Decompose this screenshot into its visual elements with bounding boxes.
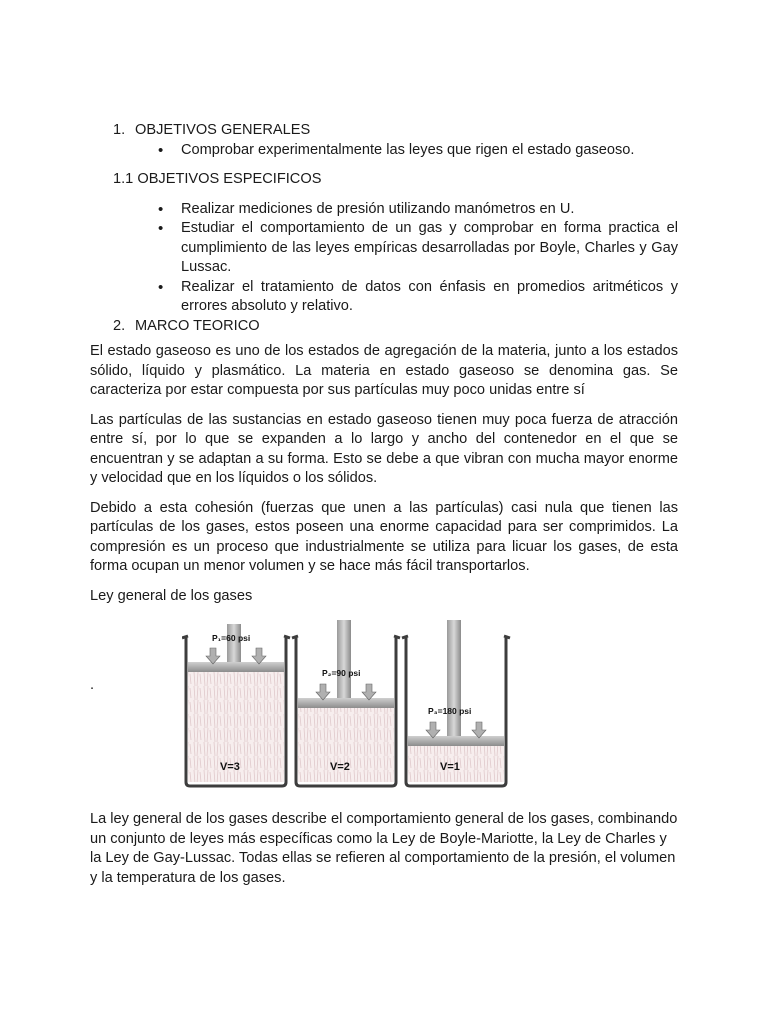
cylinder-1 bbox=[182, 624, 290, 786]
volume-label-2: V=2 bbox=[330, 761, 350, 773]
section-2-heading bbox=[90, 317, 678, 337]
volume-label-1: V=3 bbox=[220, 761, 240, 773]
pressure-label-1: P₁=60 psi bbox=[212, 633, 251, 643]
list-item: • Estudiar el comportamiento de un gas y comprobar en forma practica el cumplimiento de las leyes empíricas desarrolladas por Boyle, Charles y Gay Lussac. bbox=[181, 219, 678, 278]
section-1-title: OBJETIVOS GENERALES bbox=[135, 122, 311, 138]
section-1-heading bbox=[90, 121, 678, 141]
list-item: • Realizar el tratamiento de datos con énfasis en promedios aritméticos y errores absoluto y relativo. bbox=[181, 278, 678, 317]
stray-dot: . bbox=[90, 677, 95, 693]
volume-label-3: V=1 bbox=[440, 761, 460, 773]
piston-cylinders-illustration bbox=[182, 616, 512, 796]
paragraph-2: Las partículas de las sustancias en estado gaseoso tienen muy poca fuerza de atracción entre sí, por lo que se expanden a lo largo y ancho del contenedor en el que se encuentran y se adaptan a su forma. Esto se debe a que vibran con mucha mayor enorme y velocidad que en los líquidos o los sólidos. bbox=[90, 411, 678, 486]
paragraph-3: Debido a esta cohesión (fuerzas que unen a las partículas) casi nula que tienen las partículas de los gases, estos poseen una enorme capacidad para ser comprimidos. La compresión es un proceso que industrialmente se utiliza para licuar los gases, de esta forma ocupan un menor volumen y se hace más fácil transportarlos. bbox=[90, 499, 678, 574]
section-1-number: 1. bbox=[113, 122, 126, 138]
ley-heading: Ley general de los gases bbox=[90, 587, 253, 604]
list-item: • Comprobar experimentalmente las leyes que rigen el estado gaseoso. bbox=[181, 141, 678, 161]
paragraph-1: El estado gaseoso es uno de los estados de agregación de la materia, junto a los estados sólido, líquido y plasmático. La materia en estado gaseoso se denomina gas. Se caracteriza por estar compuesta por sus partículas muy poco unidas entre sí bbox=[90, 343, 678, 398]
list-item: • Realizar mediciones de presión utilizando manómetros en U. bbox=[181, 200, 678, 220]
section-2-number: 2. bbox=[113, 317, 126, 334]
gas-law-figure bbox=[90, 616, 678, 806]
section-2-title: MARCO TEORICO bbox=[135, 317, 260, 334]
section-1-1-heading: 1.1 OBJETIVOS ESPECIFICOS bbox=[113, 171, 322, 187]
cylinder-2 bbox=[292, 620, 400, 786]
specific-objectives-list bbox=[90, 200, 678, 317]
document-page bbox=[90, 121, 678, 888]
final-paragraph: La ley general de los gases describe el comportamiento general de los gases, combinando un conjunto de leyes más específicas como la Ley de Boyle-Mariotte, la Ley de Charles y la Ley de Gay-Lussac. Todas ellas se refieren al comportamiento de la presión, el volumen y la temperatura de los gases. bbox=[90, 811, 678, 886]
pressure-label-3: P₃=180 psi bbox=[428, 706, 472, 716]
pressure-label-2: P₂=90 psi bbox=[322, 668, 361, 678]
cylinder-3 bbox=[402, 620, 510, 786]
general-objectives-list bbox=[90, 141, 678, 161]
